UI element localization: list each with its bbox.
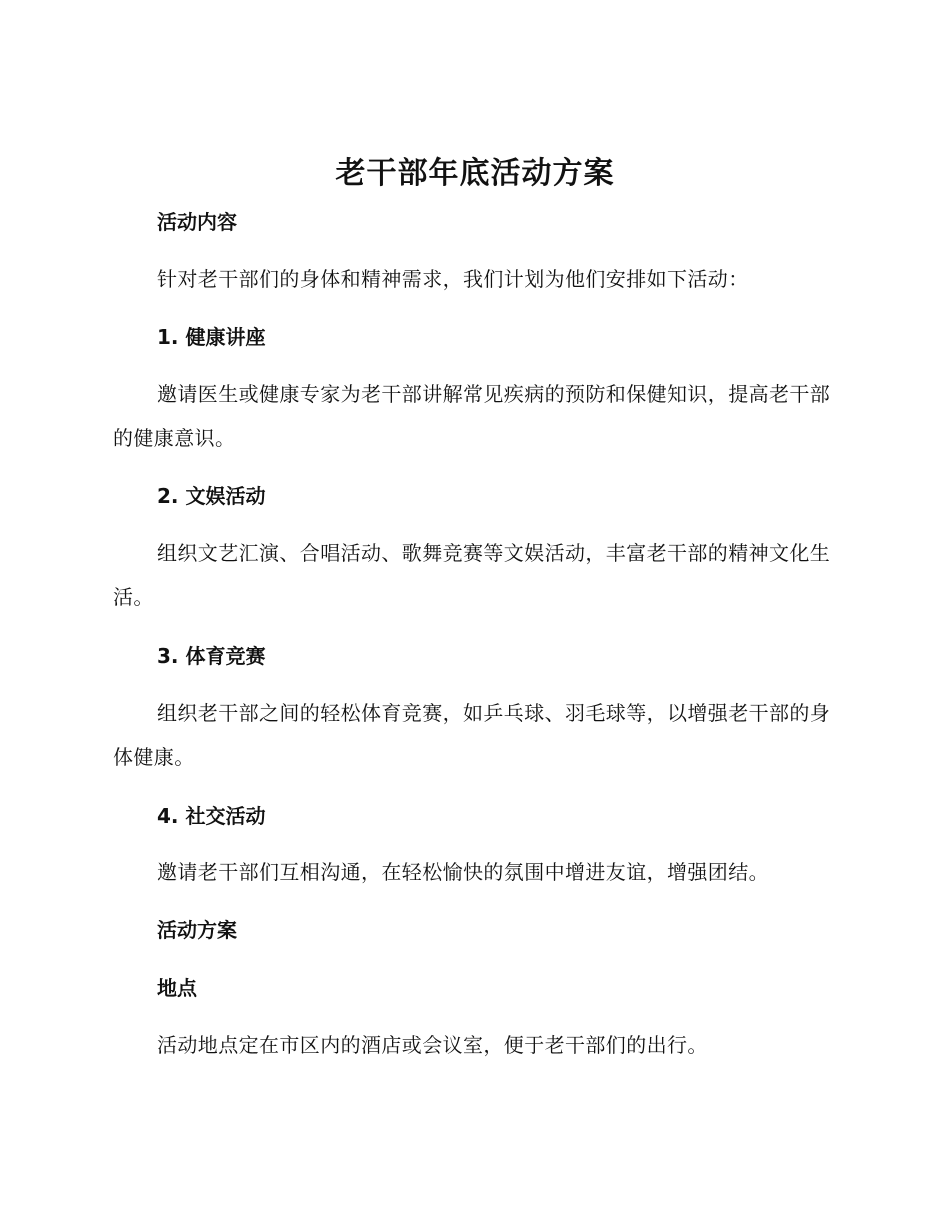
subheading-location: 地点 xyxy=(157,976,197,1000)
location-paragraph: 活动地点定在市区内的酒店或会议室，便于老干部们的出行。 xyxy=(157,1033,708,1057)
item-body-social: 邀请老干部们互相沟通，在轻松愉快的氛围中增进友谊，增强团结。 xyxy=(157,860,769,884)
section-heading-activity-content: 活动内容 xyxy=(157,210,237,234)
item-heading-sports: 3. 体育竞赛 xyxy=(157,644,266,668)
item-heading-social: 4. 社交活动 xyxy=(157,804,266,828)
item-heading-health-lecture: 1. 健康讲座 xyxy=(157,325,266,349)
page-title: 老干部年底活动方案 xyxy=(335,156,615,191)
section-heading-activity-plan: 活动方案 xyxy=(157,918,237,942)
item-body-health-lecture: 邀请医生或健康专家为老干部讲解常见疾病的预防和保健知识，提高老干部的健康意识。 xyxy=(113,382,831,450)
item-body-sports: 组织老干部之间的轻松体育竞赛，如乒乓球、羽毛球等，以增强老干部的身体健康。 xyxy=(113,701,831,769)
item-heading-entertainment: 2. 文娱活动 xyxy=(157,484,266,508)
item-body-entertainment: 组织文艺汇演、合唱活动、歌舞竞赛等文娱活动，丰富老干部的精神文化生活。 xyxy=(113,541,831,609)
intro-paragraph: 针对老干部们的身体和精神需求，我们计划为他们安排如下活动： xyxy=(157,267,749,291)
